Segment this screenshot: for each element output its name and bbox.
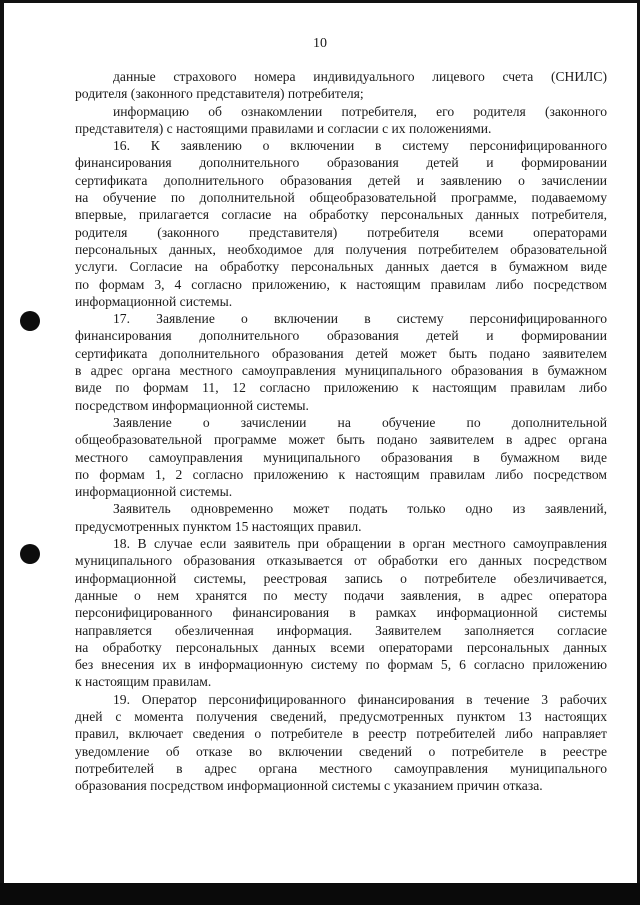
text-line: виде по формам 11, 12 согласно приложению к настоящим правилам либо <box>75 380 607 396</box>
text-line: персональных данных, необходимое для получения потребителем образовательной <box>75 241 607 257</box>
scan-left-edge <box>0 0 4 905</box>
text-line: уведомление об отказе во включении сведений о потребителе в реестре <box>75 743 607 759</box>
text-line: Заявление о зачислении на обучение по дополнительной <box>113 414 607 430</box>
text-line: персонифицированного финансирования в рамках информационной системы <box>75 605 607 621</box>
text-line: 17. Заявление о включении в систему персонифицированного <box>113 311 607 327</box>
text-line: представителя) с настоящими правилами и согласии с их положениями. <box>75 120 492 136</box>
text-line: посредством информационной системы. <box>75 397 309 413</box>
text-line: местного самоуправления муниципального образования в бумажном виде <box>75 449 607 465</box>
text-line: финансирования дополнительного образования детей и формировании <box>75 155 607 171</box>
text-line: правил, включает сведения о потребителе в реестр потребителей либо направляет <box>75 726 607 742</box>
text-line: информационной системы. <box>75 293 233 309</box>
text-line: на обработку персональных данных всеми операторами персональных данных <box>75 639 607 655</box>
scan-bottom-edge <box>0 883 640 905</box>
scan-top-edge <box>0 0 640 3</box>
text-line: данные о нем хранятся по месту подачи заявления, в адрес оператора <box>75 587 607 603</box>
text-line: информационной системы, реестровая запись о потребителе обезличивается, <box>75 570 607 586</box>
text-line: предусмотренных пунктом 15 настоящих правил. <box>75 518 362 534</box>
text-line: 18. В случае если заявитель при обращении в орган местного самоуправления <box>113 536 607 552</box>
text-line: финансирования дополнительного образования детей и формировании <box>75 328 607 344</box>
text-line: информационной системы. <box>75 484 233 500</box>
text-line: направляется обезличенная информация. Заявителем заполняется согласие <box>75 622 607 638</box>
text-line: услуги. Согласие на обработку персональных данных дается в бумажном виде <box>75 259 607 275</box>
text-line: сертификата дополнительного образования детей может быть подано заявителем <box>75 345 607 361</box>
text-line: 19. Оператор персонифицированного финансирования в течение 3 рабочих <box>113 691 607 707</box>
text-line: сертификата дополнительного образования детей и заявлению о зачислении <box>75 172 607 188</box>
text-line: данные страхового номера индивидуального лицевого счета (СНИЛС) <box>113 69 607 84</box>
text-line: в адрес органа местного самоуправления муниципального образования в бумажном <box>75 363 607 379</box>
text-line: образования посредством информационной системы с указанием причин отказа. <box>75 778 543 794</box>
text-line: информацию об ознакомлении потребителя, его родителя (законного <box>113 103 607 119</box>
text-line: к настоящим правилам. <box>75 674 212 690</box>
text-line: Заявитель одновременно может подать только одно из заявлений, <box>113 501 607 517</box>
text-line: дней с момента получения сведений, предусмотренных пунктом 13 настоящих <box>75 708 607 724</box>
text-line: по формам 3, 4 согласно приложению, к настоящим правилам либо посредством <box>75 276 607 292</box>
page-number: 10 <box>313 36 327 51</box>
punch-hole-upper <box>20 311 40 331</box>
text-line: родителя (законного представителя) потребителя всеми операторами <box>75 224 607 240</box>
text-line: без внесения их в информационную систему по формам 5, 6 согласно приложению <box>75 657 607 673</box>
document-body <box>75 68 607 794</box>
text-line: 16. К заявлению о включении в систему персонифицированного <box>113 138 607 154</box>
text-line: общеобразовательной программе может быть подано заявителем в адрес органа <box>75 432 607 448</box>
text-line: впервые, прилагается согласие на обработку персональных данных потребителя, <box>75 207 607 223</box>
text-line: муниципального образования отказывается от обработки его данных посредством <box>75 553 607 569</box>
text-line: родителя (законного представителя) потребителя; <box>75 86 364 102</box>
text-line: по формам 1, 2 согласно приложению к настоящим правилам либо посредством <box>75 466 607 482</box>
text-line: потребителей в адрес органа местного самоуправления муниципального <box>75 760 607 776</box>
text-line: на обучение по дополнительной общеобразовательной программе, подаваемому <box>75 190 607 206</box>
punch-hole-lower <box>20 544 40 564</box>
